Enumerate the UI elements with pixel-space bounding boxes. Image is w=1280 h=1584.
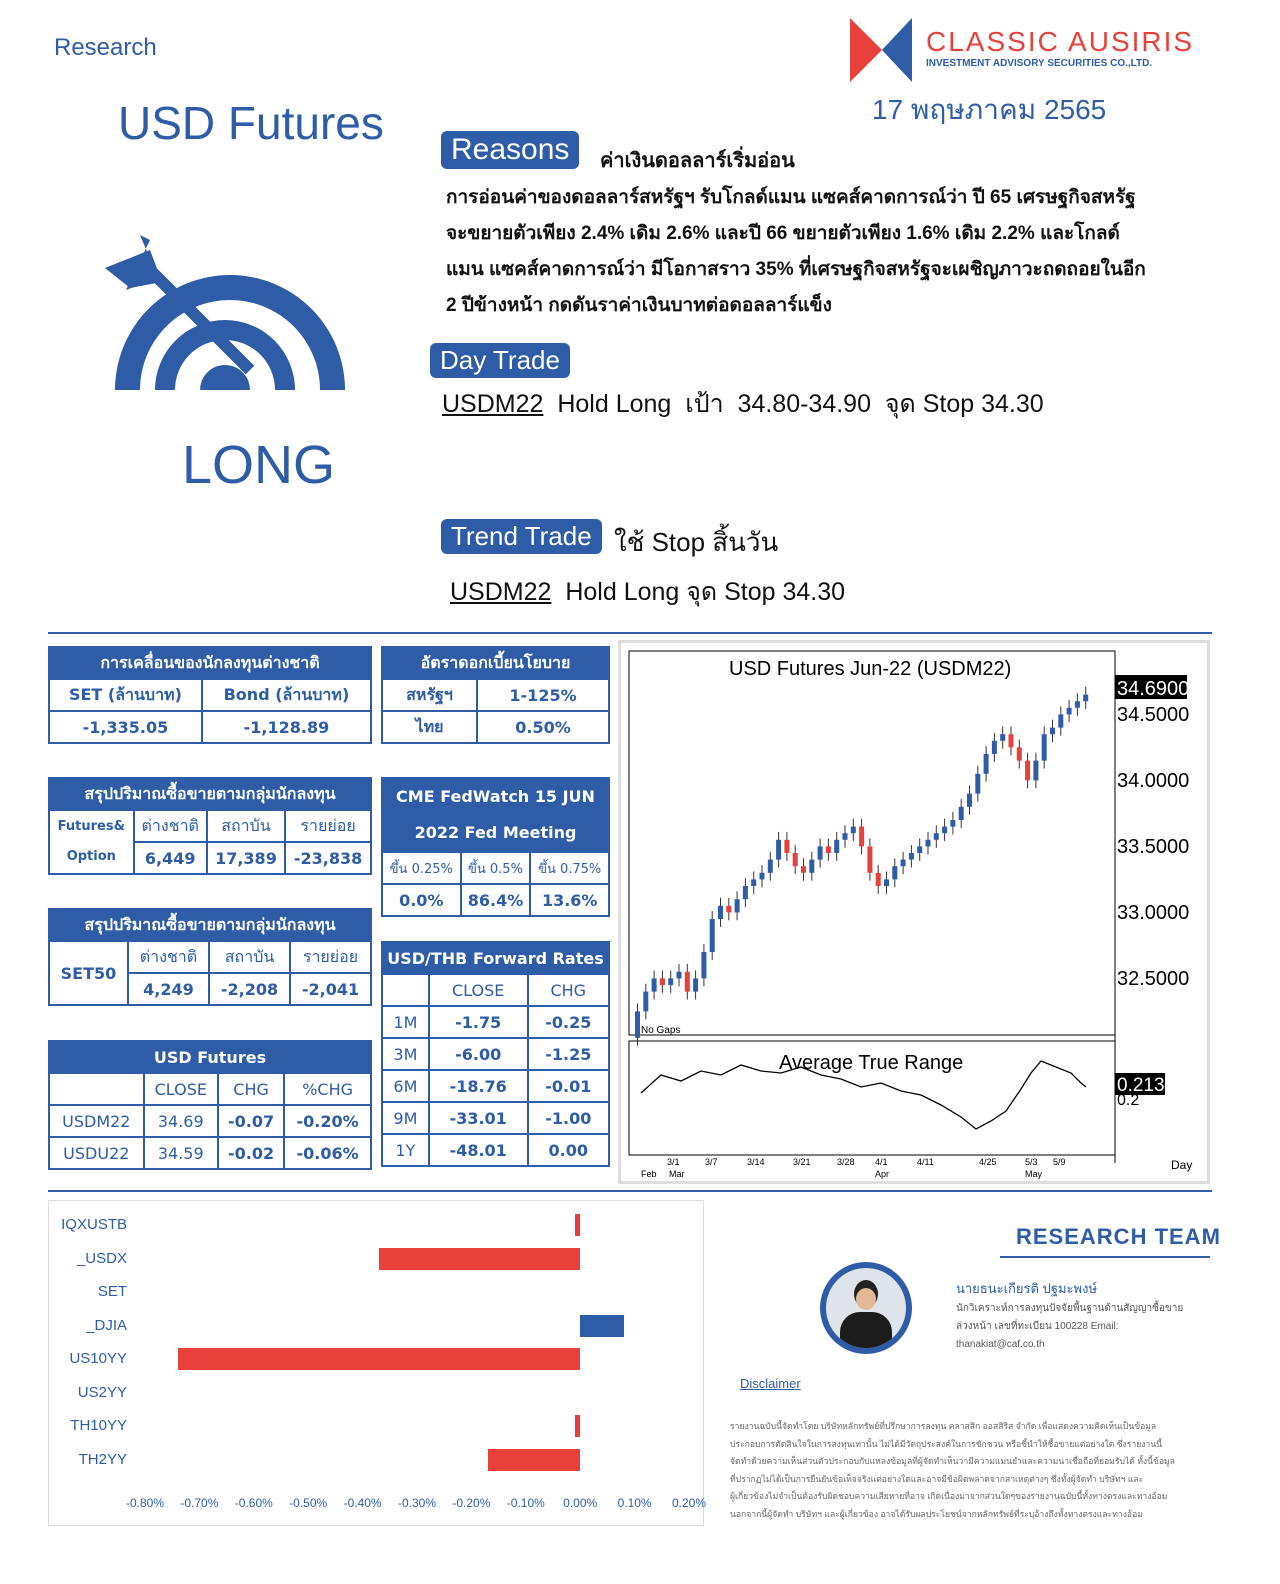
x-month: Mar bbox=[669, 1169, 685, 1179]
forward-rates-table bbox=[381, 941, 610, 1167]
usd-futures-sym: USDU22 bbox=[49, 1137, 144, 1169]
reasons-line: จะขยายตัวเพียง 2.4% เดิม 2.6% และปี 66 ขยายตัวเพียง 1.6% เดิม 2.2% และโกลด์ bbox=[446, 223, 1120, 244]
policy-rate-th-label: ไทย bbox=[382, 711, 477, 743]
trend-trade-text: Hold Long จุด Stop 34.30 bbox=[565, 578, 846, 606]
candle-body bbox=[1017, 747, 1022, 760]
bar bbox=[580, 1315, 624, 1337]
table-row bbox=[49, 1137, 371, 1169]
divider-bottom bbox=[48, 1190, 1212, 1192]
bar-axis-tick: 0.00% bbox=[563, 1496, 598, 1510]
y-tick-label: 32.5000 bbox=[1117, 968, 1190, 990]
reasons-line: 2 ปีข้างหน้า กดดันราค่าเงินบาทต่อดอลลาร์แข็ง bbox=[446, 295, 832, 316]
forward-tenor: 3M bbox=[382, 1038, 429, 1070]
usd-futures-h3: %CHG bbox=[284, 1073, 371, 1105]
disclaimer-line: จัดทำด้วยความเห็นส่วนตัวประกอบกับแหล่งข้อมูลที่ผู้จัดทำเห็นว่ามีความแม่นยำและความน่าเชื่อถือที่ยอมรับได้ ทั้งนี้ข้อมูล bbox=[730, 1456, 1175, 1466]
candle-body bbox=[701, 952, 706, 978]
candle-body bbox=[851, 827, 856, 834]
forward-tenor: 1M bbox=[382, 1006, 429, 1038]
set50-v1: 4,249 bbox=[128, 973, 209, 1005]
brand-subtitle: INVESTMENT ADVISORY SECURITIES CO.,LTD. bbox=[926, 58, 1153, 69]
usd-futures-table bbox=[48, 1040, 372, 1170]
candle-body bbox=[1033, 761, 1038, 781]
price-chart-title: USD Futures Jun-22 (USDM22) bbox=[729, 658, 1012, 680]
bar-axis-tick: 0.10% bbox=[617, 1496, 652, 1510]
usd-futures-h1: CLOSE bbox=[144, 1073, 218, 1105]
set50-v2: -2,208 bbox=[209, 973, 290, 1005]
usd-futures-close: 34.69 bbox=[144, 1105, 218, 1137]
foreign-flow-v1: -1,335.05 bbox=[49, 711, 202, 743]
bar-category-label: _USDX bbox=[76, 1249, 127, 1267]
bar bbox=[575, 1214, 580, 1236]
analyst-role: นักวิเคราะห์การลงทุนปัจจัยพื้นฐานด้านสัญญาซื้อขาย bbox=[956, 1303, 1184, 1314]
x-month: May bbox=[1025, 1169, 1043, 1179]
candle-body bbox=[926, 840, 931, 847]
reasons-line: การอ่อนค่าของดอลลาร์สหรัฐฯ รับโกลด์แมน แซคส์คาดการณ์ว่า ปี 65 เศรษฐกิจสหรัฐ bbox=[446, 187, 1136, 208]
report-date: 17 พฤษภาคม 2565 bbox=[872, 94, 1107, 125]
candle-body bbox=[950, 820, 955, 827]
candle-body bbox=[942, 827, 947, 834]
candle-body bbox=[892, 866, 897, 879]
candle-body bbox=[743, 886, 748, 899]
candle-body bbox=[826, 846, 831, 853]
forward-close: -18.76 bbox=[429, 1070, 528, 1102]
usd-futures-chg: -0.07 bbox=[218, 1105, 284, 1137]
fedwatch-h2: ขึ้น 0.5% bbox=[461, 852, 531, 884]
x-tick: 4/25 bbox=[979, 1157, 997, 1167]
bar-axis-tick: -0.30% bbox=[397, 1496, 437, 1510]
candle-body bbox=[776, 840, 781, 860]
forward-h2: CHG bbox=[528, 974, 609, 1006]
foreign-flow-col2: Bond (ล้านบาท) bbox=[202, 679, 371, 711]
atr-tick-label: 0.2 bbox=[1117, 1092, 1140, 1109]
futures-option-label bbox=[49, 810, 134, 874]
candle-body bbox=[917, 846, 922, 853]
candle-body bbox=[1083, 695, 1088, 702]
candle-body bbox=[735, 899, 740, 912]
candle-body bbox=[959, 807, 964, 820]
x-month: Feb bbox=[641, 1169, 657, 1179]
y-tick-label: 34.5000 bbox=[1117, 704, 1190, 726]
candle-body bbox=[652, 978, 657, 991]
candle-body bbox=[934, 833, 939, 840]
candle-body bbox=[1000, 734, 1005, 741]
fedwatch-h3: ขึ้น 0.75% bbox=[530, 852, 609, 884]
disclaimer-line: นอกจากนี้ผู้จัดทำ บริษัทฯ และผู้เกี่ยวข้อง อาจได้รับผลประโยชน์จากหลักทรัพย์ที่ระบุอ้างถึงทั้งทางตรงและทางอ้อม bbox=[730, 1508, 1143, 1519]
fedwatch-v3: 13.6% bbox=[530, 884, 609, 916]
forward-tenor: 6M bbox=[382, 1070, 429, 1102]
candle-body bbox=[718, 906, 723, 919]
candle-body bbox=[992, 741, 997, 754]
candle-body bbox=[760, 873, 765, 880]
usd-futures-close: 34.59 bbox=[144, 1137, 218, 1169]
fedwatch-v1: 0.0% bbox=[382, 884, 461, 916]
reasons-headline: ค่าเงินดอลลาร์เริ่มอ่อน bbox=[600, 150, 795, 172]
set50-h3: รายย่อย bbox=[290, 941, 371, 973]
research-team-title: RESEARCH TEAM bbox=[1016, 1224, 1221, 1249]
set50-v3: -2,041 bbox=[290, 973, 371, 1005]
set50-title: สรุปปริมาณซื้อขายตามกลุ่มนักลงทุน bbox=[49, 909, 371, 941]
candlesticks bbox=[635, 687, 1088, 1046]
day-trade-line bbox=[442, 384, 1044, 424]
foreign-flow-v2: -1,128.89 bbox=[202, 711, 371, 743]
y-tick-label: 34.0000 bbox=[1117, 770, 1190, 792]
x-tick: 3/14 bbox=[747, 1157, 765, 1167]
x-tick: 5/9 bbox=[1053, 1157, 1066, 1167]
policy-rate-th-value: 0.50% bbox=[477, 711, 609, 743]
bar-axis-tick: -0.80% bbox=[125, 1496, 165, 1510]
bar-axis-tick: -0.10% bbox=[506, 1496, 545, 1510]
fedwatch-title-2: 2022 Fed Meeting bbox=[414, 823, 577, 842]
candle-body bbox=[668, 978, 673, 985]
forward-tenor: 9M bbox=[382, 1102, 429, 1134]
table-row bbox=[382, 1102, 609, 1134]
candle-body bbox=[1075, 701, 1080, 708]
bar-category-label: _DJIA bbox=[86, 1316, 127, 1334]
disclaimer-line: ผู้เกี่ยวข้องไม่จำเป็นต้องรับผิดชอบความเสียหายที่อาจ เกิดเนื่องมาจากส่วนใดๆของรายงานฉบับนี้ทั้งทางตรงและทางอ้อม bbox=[730, 1491, 1168, 1501]
analyst-avatar-ring bbox=[820, 1262, 912, 1354]
page-title: USD Futures bbox=[118, 97, 384, 149]
futures-option-h1: ต่างชาติ bbox=[134, 810, 207, 842]
disclaimer-text bbox=[730, 1418, 1210, 1523]
table-row bbox=[382, 1038, 609, 1070]
policy-rate-us-label: สหรัฐฯ bbox=[382, 679, 477, 711]
period-label: Day bbox=[1171, 1158, 1193, 1172]
forward-chg: 0.00 bbox=[528, 1134, 609, 1166]
set50-label: SET50 bbox=[49, 941, 128, 1005]
foreign-flow-col1: SET (ล้านบาท) bbox=[49, 679, 202, 711]
candle-body bbox=[967, 794, 972, 807]
signal-label: LONG bbox=[182, 435, 336, 495]
x-tick: 3/1 bbox=[667, 1157, 680, 1167]
last-price-label: 34.6900 bbox=[1117, 678, 1190, 700]
candle-body bbox=[876, 873, 881, 886]
candle-body bbox=[784, 840, 789, 853]
foreign-flow-table bbox=[48, 646, 372, 744]
analyst-email[interactable]: thanakiat@caf.co.th bbox=[956, 1339, 1045, 1350]
fedwatch-title-1: CME FedWatch 15 JUN bbox=[396, 787, 595, 806]
forward-close: -33.01 bbox=[429, 1102, 528, 1134]
bar bbox=[488, 1449, 580, 1471]
candle-body bbox=[660, 978, 665, 985]
usd-futures-pct: -0.20% bbox=[284, 1105, 371, 1137]
day-trade-badge: Day Trade bbox=[430, 343, 570, 378]
x-tick: 3/21 bbox=[793, 1157, 811, 1167]
futures-option-v3: -23,838 bbox=[285, 842, 371, 874]
candle-body bbox=[884, 879, 889, 886]
fedwatch-title bbox=[382, 778, 609, 852]
foreign-flow-title: การเคลื่อนของนักลงทุนต่างชาติ bbox=[49, 647, 371, 679]
trend-trade-line bbox=[450, 572, 845, 612]
candle-body bbox=[901, 860, 906, 867]
candle-body bbox=[685, 972, 690, 992]
forward-h1: CLOSE bbox=[429, 974, 528, 1006]
usd-futures-sym: USDM22 bbox=[49, 1105, 144, 1137]
bar bbox=[575, 1415, 580, 1437]
candle-body bbox=[1067, 708, 1072, 715]
disclaimer-line: รายงานฉบับนี้จัดทำโดย บริษัทหลักทรัพย์ที่ปรึกษาการลงทุน คลาสสิก ออสสิริส จำกัด เพื่อแสดงความคิดเห็นเป็นข้อมูล bbox=[730, 1421, 1157, 1431]
y-tick-label: 33.0000 bbox=[1117, 902, 1190, 924]
bar-category-label: TH2YY bbox=[78, 1450, 127, 1468]
bar-category-label: IQXUSTB bbox=[61, 1216, 127, 1233]
target-arrow-icon bbox=[100, 230, 350, 400]
candle-body bbox=[859, 827, 864, 847]
candle-body bbox=[984, 754, 989, 774]
policy-rate-table bbox=[381, 646, 610, 744]
disclaimer-line: ประกอบการตัดสินใจในการลงทุนเท่านั้น ไม่ได้มีวัตถุประสงค์ในการชักชวน หรือชี้นำให้ซื้อขายแต่อย่างใด ซึ่งรายงานนี้ bbox=[730, 1438, 1163, 1449]
x-month: Apr bbox=[875, 1169, 890, 1179]
disclaimer-link[interactable]: Disclaimer bbox=[740, 1376, 801, 1391]
bar bbox=[178, 1348, 581, 1370]
set50-h2: สถาบัน bbox=[209, 941, 290, 973]
usd-futures-pct: -0.06% bbox=[284, 1137, 371, 1169]
candle-body bbox=[1050, 728, 1055, 735]
bar-axis-tick: -0.20% bbox=[452, 1496, 491, 1510]
x-tick: 4/11 bbox=[917, 1157, 934, 1167]
candle-body bbox=[818, 846, 823, 859]
bar-axis-tick: -0.70% bbox=[180, 1496, 219, 1510]
candle-body bbox=[710, 919, 715, 952]
futures-option-title: สรุปปริมาณซื้อขายตามกลุ่มนักลงทุน bbox=[49, 778, 371, 810]
futures-option-v1: 6,449 bbox=[134, 842, 207, 874]
candle-body bbox=[1025, 761, 1030, 781]
bar-axis-tick: 0.20% bbox=[671, 1496, 707, 1510]
x-tick: 3/7 bbox=[705, 1157, 718, 1167]
fedwatch-table bbox=[381, 777, 610, 917]
analyst-info bbox=[956, 1300, 1183, 1354]
divider-top bbox=[48, 632, 1212, 634]
forward-close: -6.00 bbox=[429, 1038, 528, 1070]
fedwatch-h1: ขึ้น 0.25% bbox=[382, 852, 461, 884]
forward-chg: -0.01 bbox=[528, 1070, 609, 1102]
candle-body bbox=[768, 860, 773, 873]
disclaimer-line: ที่ปรากฏไม่ได้เป็นการยืนยันข้อเท็จจริงแต่อย่างใดและอาจมีข้อผิดพลาดจากสาเหตุต่างๆ ซึ่งทั้งผู้จัดทำ บริษัทฯ และ bbox=[730, 1473, 1144, 1484]
futures-option-v2: 17,389 bbox=[207, 842, 285, 874]
futures-option-h2: สถาบัน bbox=[207, 810, 285, 842]
analyst-license: ล่วงหน้า เลขที่ทะเบียน 100228 Email: bbox=[956, 1321, 1119, 1332]
bar-axis-tick: -0.40% bbox=[343, 1496, 382, 1510]
table-row bbox=[382, 1006, 609, 1038]
reasons-body bbox=[446, 180, 1206, 324]
table-row bbox=[49, 1105, 371, 1137]
candle-body bbox=[751, 879, 756, 886]
candle-body bbox=[726, 906, 731, 913]
avatar bbox=[826, 1268, 906, 1348]
candle-body bbox=[1042, 734, 1047, 760]
candle-body bbox=[1058, 714, 1063, 727]
candle-body bbox=[843, 833, 848, 840]
x-tick: 5/3 bbox=[1025, 1157, 1038, 1167]
analyst-name: นายธนะเกียรติ ปฐมะพงษ์ bbox=[956, 1281, 1098, 1296]
candle-body bbox=[635, 1011, 640, 1037]
y-tick-label: 33.5000 bbox=[1117, 836, 1190, 858]
day-trade-symbol: USDM22 bbox=[442, 390, 544, 418]
candle-body bbox=[809, 860, 814, 873]
candle-body bbox=[643, 992, 648, 1012]
trend-trade-symbol: USDM22 bbox=[450, 578, 552, 606]
candle-body bbox=[867, 846, 872, 872]
forward-chg: -1.25 bbox=[528, 1038, 609, 1070]
bar-category-label: TH10YY bbox=[70, 1417, 127, 1434]
bar-category-label: SET bbox=[97, 1283, 127, 1300]
usd-futures-chg: -0.02 bbox=[218, 1137, 284, 1169]
reasons-badge: Reasons bbox=[441, 131, 579, 169]
policy-rate-us-value: 1-125% bbox=[477, 679, 609, 711]
candle-body bbox=[975, 774, 980, 794]
bar-axis-tick: -0.50% bbox=[289, 1496, 328, 1510]
policy-rate-title: อัตราดอกเบี้ยนโยบาย bbox=[382, 647, 609, 679]
bar-category-label: US2YY bbox=[77, 1383, 127, 1401]
candle-body bbox=[801, 866, 806, 873]
futures-option-label-1: Futures& bbox=[57, 819, 125, 834]
price-chart-panel bbox=[618, 640, 1210, 1184]
bar-category-label: US10YY bbox=[69, 1350, 127, 1367]
atr-last-label: 0.213 bbox=[1117, 1075, 1165, 1096]
research-label: Research bbox=[54, 34, 157, 61]
reasons-line: แมน แซคส์คาดการณ์ว่า มีโอกาสราว 35% ที่เศรษฐกิจสหรัฐจะเผชิญภาวะถดถอยในอีก bbox=[446, 259, 1146, 280]
company-logo bbox=[846, 14, 916, 84]
futures-option-label-2: Option bbox=[66, 849, 116, 864]
candle-body bbox=[693, 978, 698, 991]
candle-body bbox=[677, 972, 682, 979]
x-tick: 4/1 bbox=[875, 1157, 888, 1167]
candle-body bbox=[834, 840, 839, 853]
forward-close: -1.75 bbox=[429, 1006, 528, 1038]
candle-body bbox=[1009, 734, 1014, 747]
forward-close: -48.01 bbox=[429, 1134, 528, 1166]
bar-axis-tick: -0.60% bbox=[234, 1496, 273, 1510]
table-row bbox=[382, 1134, 609, 1166]
day-trade-text: Hold Long เป้า 34.80-34.90 จุด Stop 34.30 bbox=[557, 390, 1044, 418]
futures-option-h3: รายย่อย bbox=[285, 810, 371, 842]
price-chart bbox=[621, 643, 1207, 1181]
table-row bbox=[382, 1070, 609, 1102]
brand-name: CLASSIC AUSIRIS bbox=[926, 26, 1195, 57]
forward-title: USD/THB Forward Rates bbox=[382, 942, 609, 974]
bar bbox=[379, 1248, 580, 1270]
usd-futures-h2: CHG bbox=[218, 1073, 284, 1105]
trend-trade-badge: Trend Trade bbox=[441, 519, 602, 554]
set50-table bbox=[48, 908, 372, 1006]
forward-chg: -1.00 bbox=[528, 1102, 609, 1134]
no-gaps-label: No Gaps bbox=[641, 1025, 681, 1036]
futures-option-table bbox=[48, 777, 372, 875]
candle-body bbox=[909, 853, 914, 860]
market-change-chart bbox=[48, 1200, 707, 1526]
fedwatch-v2: 86.4% bbox=[461, 884, 531, 916]
trend-trade-note: ใช้ Stop สิ้นวัน bbox=[614, 527, 779, 557]
set50-h1: ต่างชาติ bbox=[128, 941, 209, 973]
x-tick: 3/28 bbox=[837, 1157, 855, 1167]
usd-futures-title: USD Futures bbox=[49, 1041, 371, 1073]
candle-body bbox=[793, 853, 798, 866]
team-title-underline bbox=[1000, 1256, 1210, 1258]
forward-tenor: 1Y bbox=[382, 1134, 429, 1166]
forward-chg: -0.25 bbox=[528, 1006, 609, 1038]
atr-title: Average True Range bbox=[779, 1052, 964, 1074]
